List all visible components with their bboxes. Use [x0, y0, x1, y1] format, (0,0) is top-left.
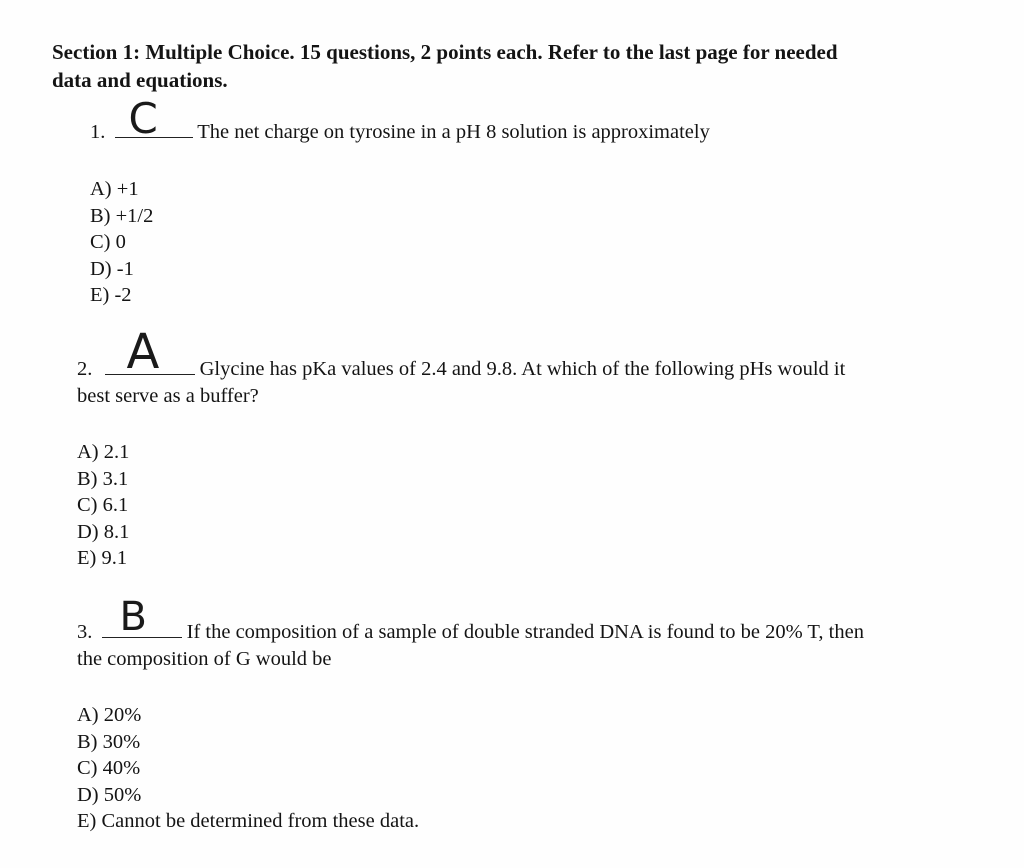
option-b: B) +1/2: [90, 204, 154, 227]
answer-blank: [105, 324, 195, 380]
question-stem-continuation: the composition of G would be: [77, 648, 332, 670]
handwritten-answer: C: [128, 94, 158, 143]
question-number: 2.: [77, 358, 93, 380]
section-header-line-2: data and equations.: [52, 68, 228, 92]
option-d: D) 8.1: [77, 520, 130, 543]
option-e: E) Cannot be determined from these data.: [77, 810, 420, 832]
question-stem-line: [90, 94, 710, 146]
section-header-line-1: Section 1: Multiple Choice. 15 questions, 2 points each. Refer to the last page for needed: [52, 40, 838, 64]
question-stem-continuation: best serve as a buffer?: [77, 385, 259, 407]
option-c: C) 40%: [77, 757, 141, 779]
answer-options: [90, 176, 710, 309]
section-header: [52, 38, 952, 94]
question-number: 3.: [77, 621, 93, 643]
question-stem-line: [77, 594, 864, 646]
question-3: [77, 594, 864, 835]
option-a: A) 20%: [77, 704, 142, 726]
question-1: [90, 94, 710, 309]
question-number: 1.: [90, 121, 106, 143]
question-stem: The net charge on tyrosine in a pH 8 solution is approximately: [197, 121, 710, 143]
option-d: D) -1: [90, 257, 134, 280]
option-b: B) 30%: [77, 730, 141, 753]
option-e: E) -2: [90, 284, 132, 306]
answer-blank: [115, 94, 193, 143]
option-e: E) 9.1: [77, 547, 128, 569]
answer-blank: [102, 594, 182, 640]
option-b: B) 3.1: [77, 467, 129, 490]
answer-options: [77, 439, 845, 572]
option-c: C) 6.1: [77, 494, 129, 516]
question-2: [77, 324, 846, 572]
option-d: D) 50%: [77, 783, 142, 806]
question-stem: Glycine has pKa values of 2.4 and 9.8. At which of the following pHs would it: [199, 358, 846, 380]
handwritten-answer: A: [126, 324, 160, 380]
answer-options: [77, 702, 864, 835]
question-stem: If the composition of a sample of double stranded DNA is found to be 20% T, then: [186, 621, 864, 643]
option-c: C) 0: [90, 231, 126, 253]
option-a: A) 2.1: [77, 441, 130, 463]
handwritten-answer: B: [119, 594, 147, 640]
option-a: A) +1: [90, 178, 139, 200]
question-stem-line: [77, 324, 846, 383]
